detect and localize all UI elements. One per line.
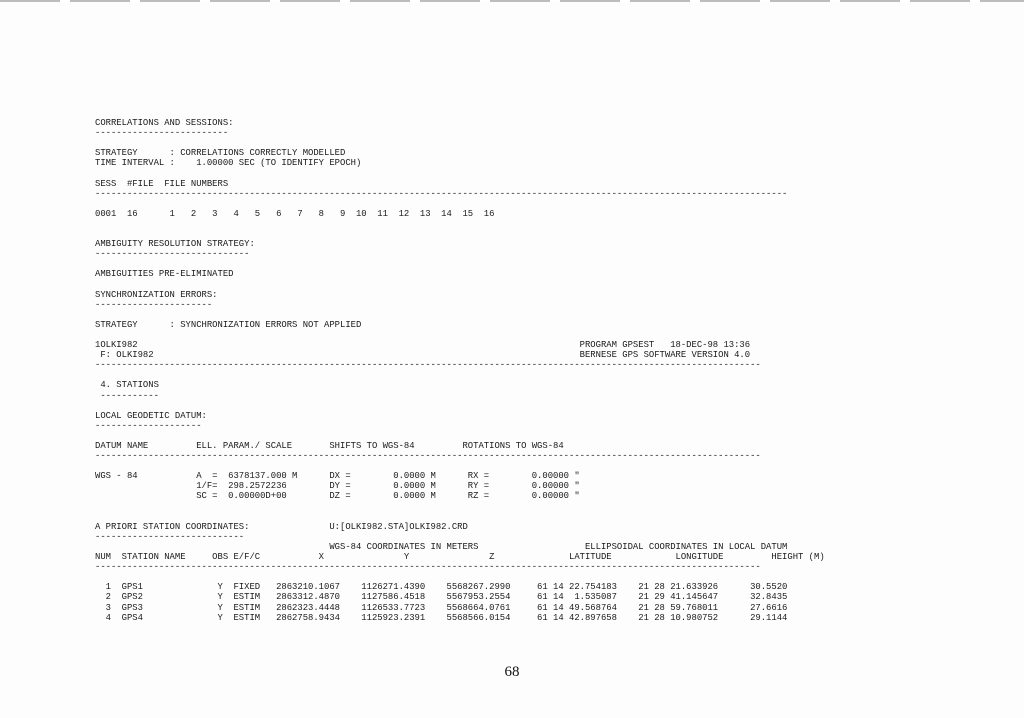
listing-line: SC = 0.00000D+00 DZ = 0.0000 M RZ = 0.00000 "	[95, 491, 580, 502]
listing-line: SYNCHRONIZATION ERRORS:	[95, 289, 218, 300]
page-number: 68	[504, 664, 520, 680]
listing-line: DATUM NAME ELL. PARAM./ SCALE SHIFTS TO WGS-84 ROTATIONS TO WGS-84	[95, 441, 564, 451]
listing-line: 1 GPS1 Y FIXED 2863210.1067 1126271.4390 5568267.2990 61 14 22.754183 21 28 21.633926 30.5520	[95, 582, 788, 593]
listing-line: -------------------------	[95, 128, 229, 139]
listing-line: -----------------------------------------------------------------------------------------------------------------------------	[95, 562, 761, 573]
listing-line: LOCAL GEODETIC DATUM:	[95, 410, 207, 421]
listing-line: -----------	[95, 390, 159, 401]
listing-line: WGS - 84 A = 6378137.000 M DX = 0.0000 M RX = 0.00000 "	[95, 471, 580, 482]
listing-line: 1/F= 298.2572236 DY = 0.0000 M RY = 0.00000 "	[95, 481, 580, 492]
listing-line: AMBIGUITIES PRE-ELIMINATED	[95, 269, 234, 280]
listing-line: --------------------	[95, 420, 202, 431]
listing-line: -----------------------------------------------------------------------------------------------------------------------------	[95, 360, 761, 371]
listing-line: STRATEGY : CORRELATIONS CORRECTLY MODELLED	[95, 148, 346, 159]
listing-line: -----------------------------------------------------------------------------------------------------------------------------	[95, 451, 761, 462]
listing-line: 4. STATIONS	[95, 380, 159, 391]
listing-line: AMBIGUITY RESOLUTION STRATEGY:	[95, 239, 255, 250]
listing-line: F: OLKI982 BERNESE GPS SOFTWARE VERSION 4.0	[95, 350, 751, 361]
listing-line: ----------------------------	[95, 531, 245, 542]
listing-line: 1OLKI982 PROGRAM GPSEST 18-DEC-98 13:36	[95, 340, 751, 351]
listing-line: ----------------------	[95, 299, 213, 310]
listing-line: STRATEGY : SYNCHRONIZATION ERRORS NOT APPLIED	[95, 319, 362, 330]
listing-line: 0001 16 1 2 3 4 5 6 7 8 9 10 11 12 13 14 15 16	[95, 208, 495, 219]
scan-edge-line	[0, 0, 1024, 2]
listing-line: 3 GPS3 Y ESTIM 2862323.4448 1126533.7723 5568664.0761 61 14 49.568764 21 28 59.768011 27.6616	[95, 602, 788, 613]
listing-line: TIME INTERVAL : 1.00000 SEC (TO IDENTIFY EPOCH)	[95, 158, 362, 169]
listing-line: WGS-84 COORDINATES IN METERS ELLIPSOIDAL COORDINATES IN LOCAL DATUM	[95, 541, 788, 552]
listing-line: -----------------------------	[95, 249, 250, 260]
listing-line: SESS #FILE FILE NUMBERS	[95, 178, 229, 189]
listing-line: NUM STATION NAME OBS E/F/C X Y Z LATITUDE LONGITUDE HEIGHT (M)	[95, 552, 825, 563]
listing-line: A PRIORI STATION COORDINATES: U:[OLKI982.STA]OLKI982.CRD	[95, 521, 468, 532]
listing-line: 2 GPS2 Y ESTIM 2863312.4870 1127586.4518 5567953.2554 61 14 1.535087 21 29 41.145647 32.8435	[95, 592, 788, 603]
listing-line: ----------------------------------------------------------------------------------------------------------------------------------	[95, 188, 788, 199]
listing-line: 4 GPS4 Y ESTIM 2862758.9434 1125923.2391 5568566.0154 61 14 42.897658 21 28 10.980752 29.1144	[95, 612, 788, 623]
program-output-listing	[95, 118, 825, 623]
listing-line: CORRELATIONS AND SESSIONS:	[95, 118, 234, 128]
